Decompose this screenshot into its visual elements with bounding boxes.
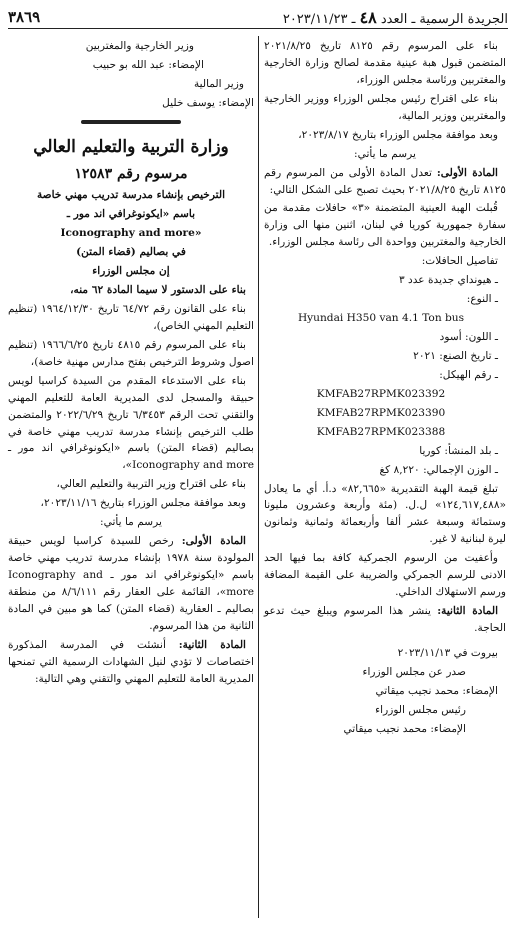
column-divider xyxy=(258,36,259,918)
preamble-1: بناء على المرسوم رقم ٨١٢٥ تاريخ ٢٠٢١/٨/٢٥ المتضمن قبول هبة عينية مقدمة لصالح وزارة الخارجية والمغتربين ورئاسة مجلس الوزراء، xyxy=(264,40,506,86)
chassis-number-1: KMFAB27RPMK023392 xyxy=(316,387,446,400)
article-1-label: المادة الأولى: xyxy=(436,166,498,179)
chassis-label: ـ رقم الهيكل: xyxy=(439,368,498,381)
place-date: بيروت في ٢٠٢٣/١١/١٣ xyxy=(397,646,498,659)
article-2-text: ينشر هذا المرسوم ويبلغ حيث تدعو الحاجة. xyxy=(264,605,506,634)
preamble-2: بناء على اقتراح رئيس مجلس الوزراء ووزير الخارجية والمغتربين ووزير المالية، xyxy=(264,92,506,122)
left-column xyxy=(8,38,254,926)
bus-type-label: ـ النوع: xyxy=(466,293,498,306)
article-2-label: المادة الثانية: xyxy=(437,605,499,618)
bus-weight: ـ الوزن الإجمالي: ٨,٢٢٠ كغ xyxy=(379,463,498,476)
bus-brand: ـ هيونداي جديدة عدد ٣ xyxy=(398,274,498,287)
bus-year: ـ تاريخ الصنع: ٢٠٢١ xyxy=(413,349,498,362)
minister-foreign-signature: الإمضاء: عبد الله بو حبيب xyxy=(92,58,204,71)
left-article-2-text: أنشئت في المدرسة المذكورة اختصاصات لا تؤدي لنيل الشهادات الرسمية التي تمنحها المديرية العامة للتعليم المهني والتقني وهي التالية: xyxy=(8,638,254,685)
decree-number: مرسوم رقم ١٢٥٨٣ xyxy=(74,165,188,182)
gazette-title: الجريدة الرسمية ـ العدد xyxy=(380,11,508,27)
consideration-5: بناء على اقتراح وزير التربية والتعليم العالي، xyxy=(56,478,246,491)
right-column xyxy=(264,38,506,926)
decree-statement: يرسم ما يأتي: xyxy=(354,147,416,160)
consideration-2: بناء على القانون رقم ٦٤/٧٢ تاريخ ١٩٦٤/١٢/٣٠ (تنظيم التعليم المهني الخاص)، xyxy=(8,302,254,332)
left-article-1 xyxy=(8,533,254,635)
consideration-4: بناء على الاستدعاء المقدم من السيدة كراسيا لويس حبيقة والمسجل لدى المديرية العامة للتعليم المهني والتقني تحت الرقم ٦/٣٤٥٣ تاريخ ٢٠٢٢/٦/٢٩ والمتضمن طلب الترخيص بإنشاء مدرسة تدريب مهني خاصة في بصاليم (قضاء المتن) باسم «ايكونوغرافي اند مور ـ Iconography and more»، xyxy=(8,374,254,472)
bus-origin: ـ بلد المنشأ: كوريا xyxy=(419,444,498,457)
issued-by: صدر عن مجلس الوزراء xyxy=(362,665,466,678)
article-1-text: تعدل المادة الأولى من المرسوم رقم ٨١٢٥ تاريخ ٢٠٢١/٨/٢٥ بحيث تصبح على الشكل التالي: xyxy=(264,166,506,196)
page-header xyxy=(8,6,508,29)
customs-exemption: وأعفيت من الرسوم الجمركية كافة بما فيها الحد الادنى للرسم الجمركي والضريبة على القيمة المضافة ورسم الاستهلاك الداخلي. xyxy=(264,552,506,599)
section-divider xyxy=(81,120,181,124)
article-1 xyxy=(264,165,506,199)
minister-foreign-title: وزير الخارجية والمغتربين xyxy=(85,40,194,52)
ministry-title: وزارة التربية والتعليم العالي xyxy=(33,136,229,157)
decree-statement-left: يرسم ما يأتي: xyxy=(100,516,162,529)
pm-title: رئيس مجلس الوزراء xyxy=(375,703,466,716)
decree-subject-2: باسم «ايكونوغرافي اند مور ـ xyxy=(66,208,196,221)
left-article-2-label: المادة الثانية: xyxy=(178,638,246,651)
issue-number: ٤٨ xyxy=(359,7,377,27)
left-article-1-label: المادة الأولى: xyxy=(181,535,246,548)
decree-subject-4: في بصاليم (قضاء المتن) xyxy=(76,246,186,259)
consideration-3: بناء على المرسوم رقم ٤٨١٥ تاريخ ١٩٦٦/٦/٢٥ (تنظيم اصول وشروط الترخيص بفتح مدارس مهنية خاصة)، xyxy=(8,338,254,368)
chassis-row xyxy=(264,405,506,422)
details-heading: تفاصيل الحافلات: xyxy=(421,255,498,268)
donation-quote: قُبلت الهبة العينية المتضمنة «٣» حافلات مقدمة من سفارة جمهورية كوريا في لبنان، اثنين منها الى وزارة الخارجية والمغتربين وواحدة الى رئاسة مجلس الوزراء. xyxy=(264,202,506,249)
consideration-1: بناء على الدستور لا سيما المادة ٦٢ منه، xyxy=(70,284,246,297)
minister-finance-signature: الإمضاء: يوسف خليل xyxy=(162,96,254,109)
decree-subject-latin: Iconography and more» xyxy=(60,227,202,240)
article-2 xyxy=(264,603,506,637)
bus-color: ـ اللون: أسود xyxy=(439,331,498,343)
signature-2: الإمضاء: محمد نجيب ميقاتي xyxy=(343,722,466,735)
chassis-number-2: KMFAB27RPMK023390 xyxy=(316,406,446,419)
chassis-row xyxy=(264,386,506,403)
donation-value: تبلغ قيمة الهبة التقديرية «٨٢,٦٦٥» د.أ. أي ما يعادل «١٢٤,٦١٧,٤٨٨» ل.ل. (مئة وأربعة وعشرون مليونا وستمائة وسبعة عشر ألفا وأربعمائة وثمانية وثمانون ليرة لبنانية لا غير. xyxy=(264,482,506,546)
decree-subject-1: الترخيص بإنشاء مدرسة تدريب مهني خاصة xyxy=(36,189,226,202)
left-article-1-text: رخص للسيدة كراسيا لويس حبيقة المولودة سنة ١٩٧٨ بإنشاء مدرسة تدريب مهني خاصة باسم «ايكونوغرافي اند مور ـ Iconography and more»، القائمة على العقار رقم ٨/٦/١١١ من منطقة بصاليم ـ العقارية (قضاء المتن) كما هو مبين في المادة الثانية من هذا المرسوم. xyxy=(8,535,255,632)
chassis-number-3: KMFAB27RPMK023388 xyxy=(316,425,446,438)
chassis-row xyxy=(264,424,506,441)
signature-1: الإمضاء: محمد نجيب ميقاتي xyxy=(375,684,498,697)
preamble-3: وبعد موافقة مجلس الوزراء بتاريخ ٢٠٢٣/٨/١٧، xyxy=(298,128,498,141)
bus-type-row xyxy=(264,310,506,327)
header-title-group xyxy=(283,8,508,27)
minister-finance-title: وزير المالية xyxy=(193,77,244,90)
bus-type-value: Hyundai H350 van 4.1 Ton bus xyxy=(297,312,465,325)
left-article-2 xyxy=(8,637,254,688)
council-heading: إن مجلس الوزراء xyxy=(92,265,170,278)
consideration-6: وبعد موافقة مجلس الوزراء بتاريخ ٢٠٢٣/١١/١٦، xyxy=(40,497,246,510)
issue-date: ـ ٢٠٢٣/١١/٢٣ xyxy=(282,11,356,27)
decree-subject-3 xyxy=(8,225,254,242)
page-number: ٣٨٦٩ xyxy=(8,8,41,26)
